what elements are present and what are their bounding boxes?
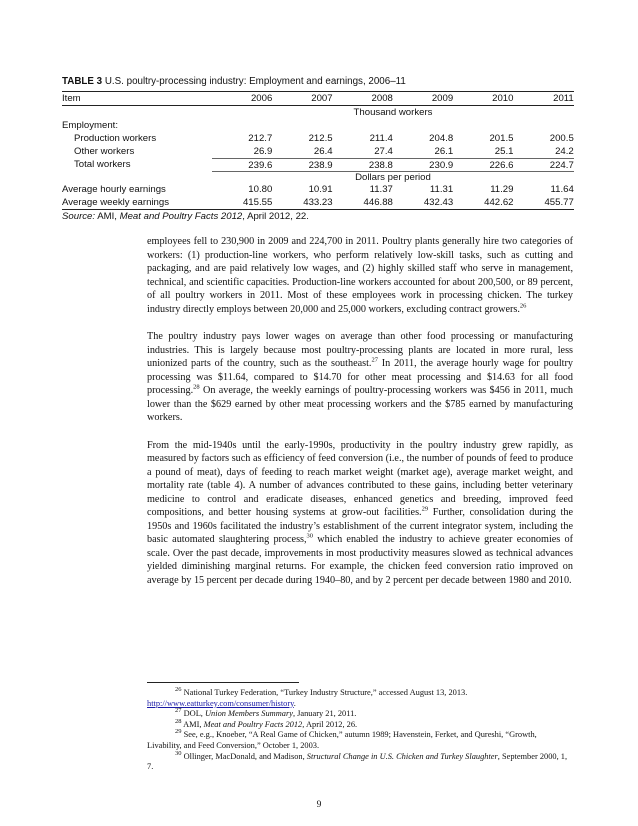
table-cell: 11.64	[550, 184, 574, 195]
footnote-number: 30	[175, 749, 182, 757]
source-label: Source:	[62, 211, 96, 222]
header-year: 2010	[492, 93, 514, 104]
source-title: Meat and Poultry Facts 2012	[119, 211, 243, 222]
footnote-number: 27	[175, 707, 182, 715]
header-year: 2008	[371, 93, 393, 104]
table-cell: 200.5	[549, 133, 574, 144]
table-cell: 432.43	[423, 197, 454, 208]
table-cell: 25.1	[494, 146, 514, 157]
table-cell: 24.2	[555, 146, 574, 157]
footnote-title: Meat and Poultry Facts 2012	[203, 719, 303, 729]
header-year: 2009	[431, 93, 454, 104]
footnote-link[interactable]: http://www.eatturkey.com/consumer/history	[147, 698, 294, 708]
header-year: 2006	[250, 93, 273, 104]
paragraph-text: The poultry industry pays lower wages on average than other food processing or manufacturing industries. This is largely because most poultry-processing plants are located in more rural, less unionized parts of the country, such as the southeast.	[147, 331, 573, 369]
footnote-text: DOL,	[181, 709, 205, 719]
footnote-28	[147, 717, 573, 731]
paragraph-text: Further, consolidation during the 1950s and 1960s facilitated the industry’s establishment of the current integrator system, including the basic automated slaughtering process,	[147, 507, 573, 545]
table-row	[62, 158, 574, 171]
units-row	[62, 106, 574, 119]
table-cell: 10.80	[248, 184, 273, 195]
table-cell: 11.31	[429, 184, 454, 195]
footnote-ref: 30	[306, 532, 314, 540]
footnote-text: National Turkey Federation, “Turkey Industry Structure,” accessed August 13, 2013.	[181, 688, 468, 697]
table-cell: 433.23	[303, 197, 333, 208]
footnote-ref: 27	[371, 356, 378, 364]
table-cell: 211.4	[369, 133, 393, 144]
footnote-text: Ollinger, MacDonald, and Madison,	[181, 751, 307, 761]
page-number: 9	[316, 800, 322, 810]
footnote-text: AMI,	[181, 719, 204, 729]
table-row	[62, 183, 574, 196]
paragraph	[147, 439, 573, 588]
footnote-number: 28	[175, 717, 182, 725]
units-spacer	[62, 106, 212, 119]
body-text	[147, 235, 573, 601]
table-cell: 238.9	[272, 158, 332, 171]
table-row	[62, 132, 574, 145]
footnote-ref: 28	[193, 383, 200, 391]
table-cell: 26.4	[313, 146, 333, 157]
table-row	[62, 145, 574, 158]
footnote-text: .	[293, 698, 296, 708]
footnote-text: , September 2000, 1, 7.	[147, 751, 568, 772]
table-title-text: U.S. poultry-processing industry: Employment and earnings, 2006–11	[104, 76, 406, 87]
footnote-ref: 29	[421, 505, 429, 513]
header-year: 2011	[553, 93, 574, 104]
footnotes	[147, 688, 573, 773]
table-cell: 442.62	[484, 197, 514, 208]
units-spacer	[62, 171, 212, 183]
footnote-27	[147, 709, 573, 720]
paragraph-text: On average, the weekly earnings of poultry-processing workers was $456 in 2011, much lower than the $629 earned by other meat processing workers and the $785 earned by manufacturing workers.	[147, 385, 573, 423]
table-title	[62, 76, 574, 87]
table-row	[62, 196, 574, 209]
footnote-rule	[147, 682, 299, 683]
table-cell: 27.4	[374, 146, 393, 157]
section-employment: Employment:	[62, 120, 118, 131]
table-cell: 455.77	[544, 197, 574, 208]
table-cell: 238.8	[333, 158, 393, 171]
employment-table	[62, 76, 574, 223]
footnote-ref: 26	[519, 302, 527, 310]
row-label: Average weekly earnings	[62, 197, 170, 208]
table-cell: 224.7	[513, 158, 573, 171]
table-cell: 230.9	[393, 158, 453, 171]
table-cell: 11.29	[490, 184, 514, 195]
table-cell: 212.7	[248, 133, 273, 144]
footnote-text: See, e.g., Knoeber, “A Real Game of Chicken,” autumn 1989; Havenstein, Ferket, and Qureshi, “Growth, Livability, and Feed Conversion,” October 1, 2003.	[147, 730, 537, 750]
footnote-title: Structural Change in U.S. Chicken and Turkey Slaughter	[306, 751, 498, 761]
row-label: Average hourly earnings	[62, 184, 166, 195]
paragraph-text: employees fell to 230,900 in 2009 and 224,700 in 2011. Poultry plants generally hire two categories of workers: (1) production-line workers, who perform relatively low-skill tasks, such as cutting and packaging, and are paid relatively low wages, and (2) highly skilled staff who serve in management, technical, and scientific capacities. Production-line workers accounted for about 200,500, or 89 percent, of all poultry workers in 2011. Most of these employees work in processing chicken. The turkey industry directly employs between 20,000 and 25,000 workers, excluding contract growers.	[147, 236, 573, 315]
paragraph-text: From the mid-1940s until the early-1990s, productivity in the poultry industry grew rapidly, as measured by factors such as efficiency of feed conversion (i.e., the number of pounds of feed to produce a pound of meat), days of feeding to reach market weight (market age), average market weight, and mortality rate (table 4). A number of advances contributed to these gains, including better veterinary medicine to control and eradicate diseases, enhanced genetics and breeding, improved feed compositions, and better housing systems at grow-out facilities.	[147, 439, 573, 518]
header-year: 2007	[311, 93, 333, 104]
row-label: Production workers	[74, 133, 157, 144]
table-cell: 11.37	[369, 184, 393, 195]
footnote-number: 29	[175, 728, 182, 736]
units-dollars-per-period: Dollars per period	[212, 171, 574, 183]
table-label: TABLE 3	[62, 76, 103, 87]
source-text: , April 2012, 22.	[242, 211, 309, 222]
table-cell: 212.5	[308, 133, 333, 144]
row-label: Total workers	[74, 159, 131, 170]
paragraph-text: which enabled the industry to achieve greater economies of scale. Over the past decade, improvements in most productivity measures slowed as technical advances yielded diminishing marginal returns. For example, the chicken feed conversion ratio improved on average by 15 percent per decade during 1940–80, and by 2 percent per decade between 1980 and 2010.	[147, 534, 573, 586]
table-cell: 201.5	[489, 133, 514, 144]
table-cell: 26.1	[434, 146, 454, 157]
units-row	[62, 171, 574, 183]
footnote-number: 26	[175, 686, 182, 694]
table-source	[62, 210, 574, 223]
paragraph-text: In 2011, the average hourly wage for poultry processing was $11.64, compared to $14.70 for other meat processing and $14.63 for all food processing.	[147, 358, 573, 396]
footnote-title: Union Members Summary	[205, 709, 293, 719]
footnote-text: , April 2012, 26.	[302, 719, 358, 729]
header-item: Item	[62, 93, 81, 104]
footnote-30	[147, 749, 573, 773]
table-cell: 446.88	[363, 197, 393, 208]
units-thousand-workers: Thousand workers	[353, 107, 433, 118]
footnote-29	[147, 730, 573, 751]
table-cell: 10.91	[308, 184, 333, 195]
footnote-text: , January 21, 2011.	[292, 709, 357, 719]
table-cell: 226.6	[453, 158, 513, 171]
section-heading	[62, 119, 574, 132]
row-label: Other workers	[74, 146, 135, 157]
footnote-26	[147, 688, 573, 709]
paragraph	[147, 235, 573, 316]
paragraph	[147, 330, 573, 425]
table-cell: 204.8	[429, 133, 454, 144]
table-cell: 239.6	[212, 158, 272, 171]
table-header-row	[62, 92, 574, 105]
source-text: AMI,	[95, 211, 120, 222]
table-cell: 26.9	[253, 146, 273, 157]
table-cell: 415.55	[242, 197, 273, 208]
